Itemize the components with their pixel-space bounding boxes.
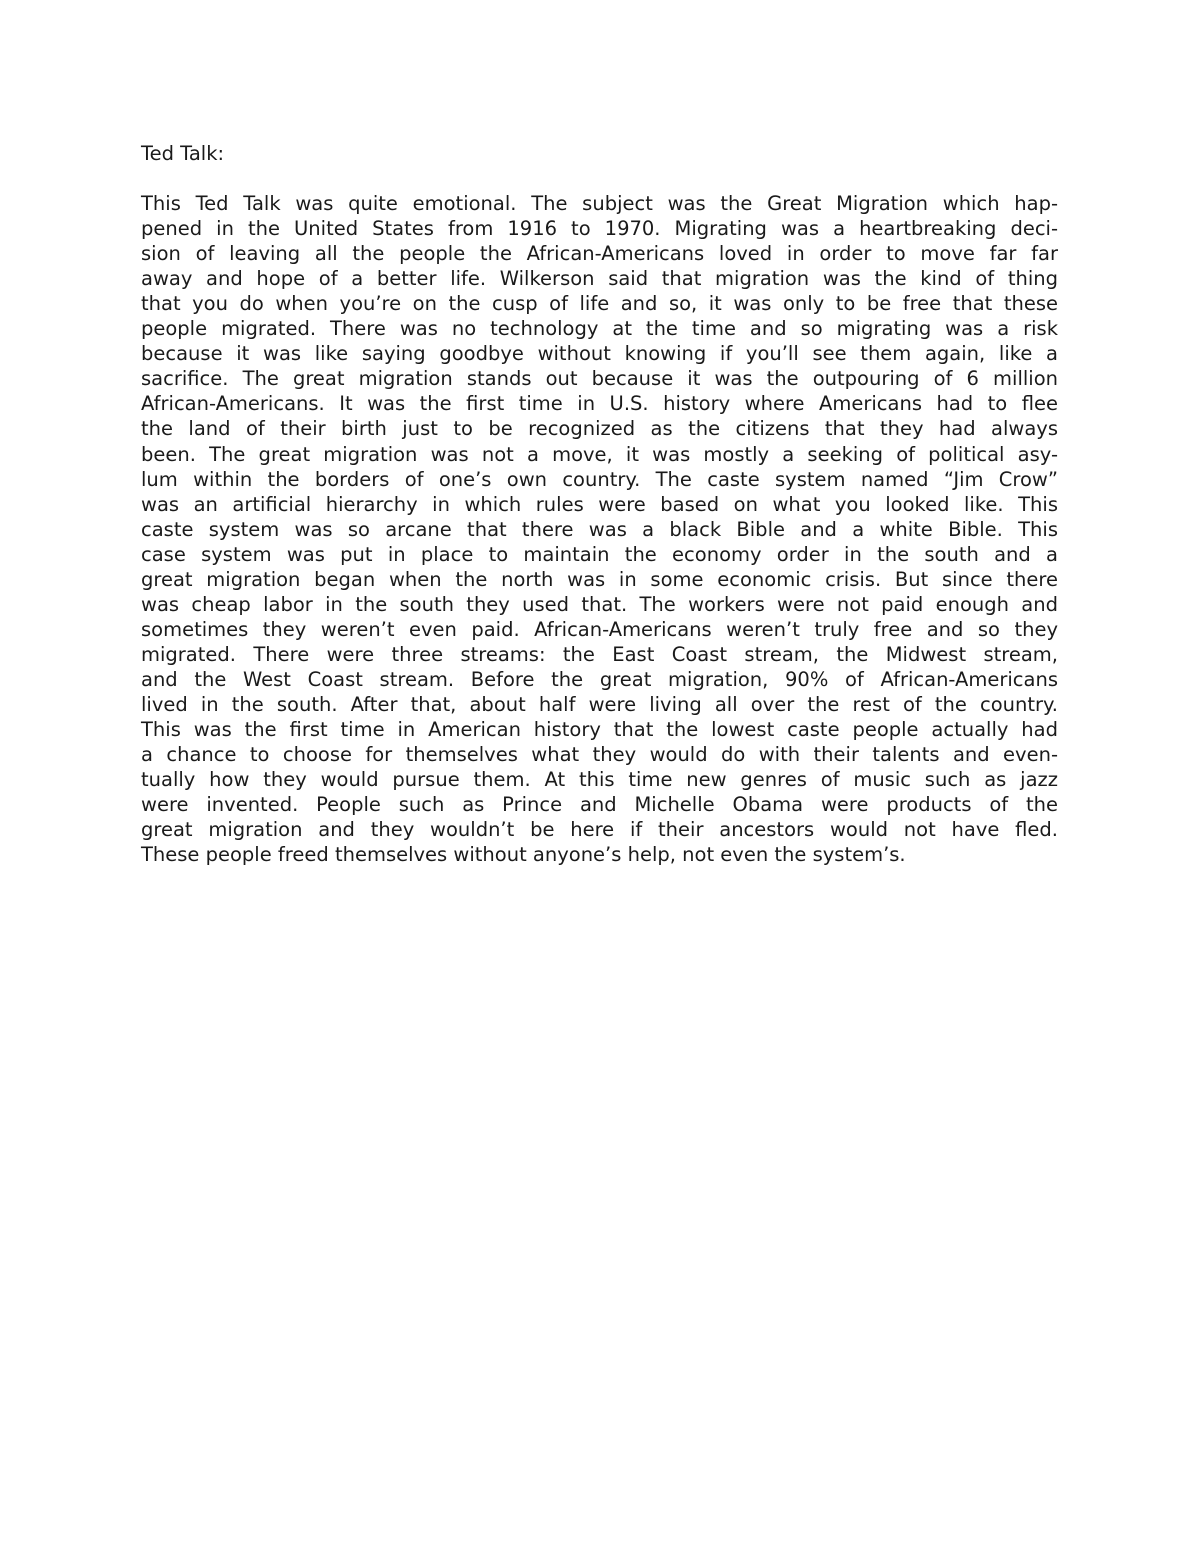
paragraph-line: lum within the borders of one’s own country. The caste system named “Jim Crow” — [141, 467, 1058, 491]
paragraph-line: sacrifice. The great migration stands out because it was the outpouring of 6 million — [141, 367, 1058, 391]
paragraph-line: away and hope of a better life. Wilkerson said that migration was the kind of thing — [141, 267, 1058, 291]
document-body — [141, 141, 1058, 867]
paragraph-line: that you do when you’re on the cusp of life and so, it was only to be free that these — [141, 292, 1058, 316]
paragraph-line: great migration began when the north was in some economic crisis. But since there — [141, 567, 1058, 591]
paragraph-line: were invented. People such as Prince and Michelle Obama were products of the — [141, 793, 1058, 817]
paragraph-line: African-Americans. It was the first time in U.S. history where Americans had to flee — [141, 392, 1058, 416]
paragraph-line: These people freed themselves without anyone’s help, not even the system’s. — [141, 843, 906, 867]
paragraph-line: pened in the United States from 1916 to 1970. Migrating was a heartbreaking deci- — [141, 217, 1058, 241]
paragraph-line: This was the first time in American history that the lowest caste people actually had — [141, 718, 1058, 742]
paragraph-line: people migrated. There was no technology at the time and so migrating was a risk — [141, 317, 1058, 341]
paragraph-line: was an artificial hierarchy in which rules were based on what you looked like. This — [141, 492, 1058, 516]
paragraph-line: migrated. There were three streams: the East Coast stream, the Midwest stream, — [141, 642, 1058, 666]
paragraph-line: tually how they would pursue them. At this time new genres of music such as jazz — [141, 768, 1058, 792]
paragraph-line: great migration and they wouldn’t be here if their ancestors would not have fled. — [141, 818, 1058, 842]
paragraph-line: been. The great migration was not a move, it was mostly a seeking of political asy- — [141, 442, 1058, 466]
paragraph-line: caste system was so arcane that there was a black Bible and a white Bible. This — [141, 517, 1058, 541]
paragraph-line: because it was like saying goodbye without knowing if you’ll see them again, like a — [141, 342, 1058, 366]
paragraph-line: sometimes they weren’t even paid. African-Americans weren’t truly free and so they — [141, 617, 1058, 641]
paragraph-line: was cheap labor in the south they used that. The workers were not paid enough and — [141, 592, 1058, 616]
body-paragraph — [141, 191, 1058, 867]
paragraph-line: This Ted Talk was quite emotional. The subject was the Great Migration which hap- — [141, 192, 1058, 216]
paragraph-line: sion of leaving all the people the African-Americans loved in order to move far far — [141, 242, 1058, 266]
paragraph-line: case system was put in place to maintain the economy order in the south and a — [141, 542, 1058, 566]
document-title: Ted Talk: — [141, 142, 225, 165]
paragraph-line: a chance to choose for themselves what they would do with their talents and even- — [141, 743, 1058, 767]
paragraph-line: the land of their birth just to be recognized as the citizens that they had always — [141, 417, 1058, 441]
paragraph-line: lived in the south. After that, about half were living all over the rest of the country. — [141, 692, 1058, 716]
paragraph-line: and the West Coast stream. Before the great migration, 90% of African-Americans — [141, 667, 1058, 691]
